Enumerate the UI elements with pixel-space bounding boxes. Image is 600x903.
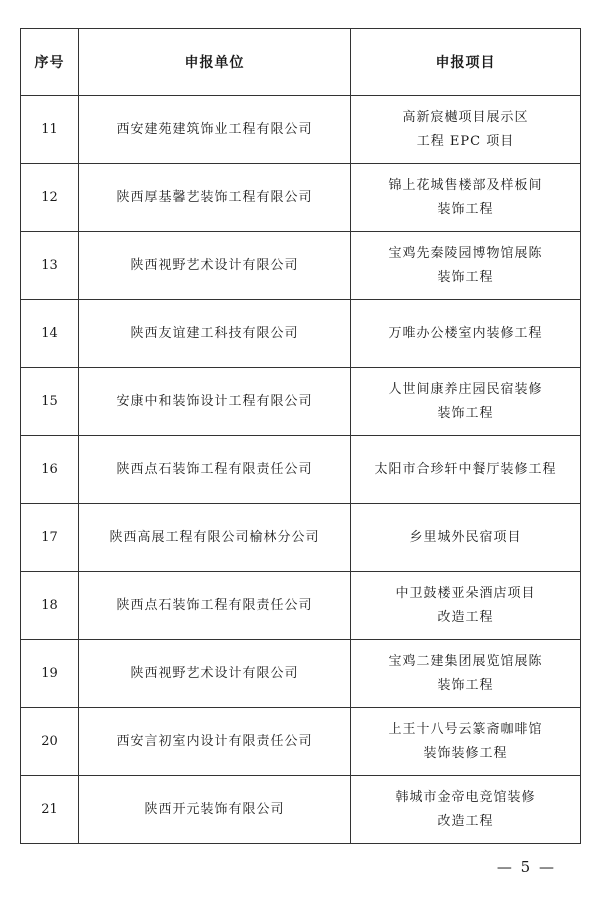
row-unit: 西安建苑建筑饰业工程有限公司 — [79, 96, 351, 164]
header-row — [21, 29, 581, 96]
table-row — [21, 300, 581, 368]
row-unit: 陕西厚基馨艺装饰工程有限公司 — [79, 164, 351, 232]
row-seq: 12 — [21, 164, 79, 232]
row-project — [351, 368, 581, 436]
row-project — [351, 504, 581, 572]
project-line: 装饰装修工程 — [423, 745, 508, 761]
project-line: 装饰工程 — [437, 405, 494, 421]
row-unit: 西安言初室内设计有限责任公司 — [79, 708, 351, 776]
row-project — [351, 232, 581, 300]
project-line: 中卫鼓楼亚朵酒店项目 — [395, 585, 536, 601]
table-row — [21, 572, 581, 640]
row-project — [351, 300, 581, 368]
project-line: 上王十八号云篆斋咖啡馆 — [388, 721, 543, 737]
header-project: 申报项目 — [351, 29, 581, 96]
row-unit: 陕西点石装饰工程有限责任公司 — [79, 572, 351, 640]
row-unit: 陕西开元装饰有限公司 — [79, 776, 351, 844]
table-row — [21, 368, 581, 436]
row-seq: 19 — [21, 640, 79, 708]
row-unit: 陕西视野艺术设计有限公司 — [79, 232, 351, 300]
header-unit: 申报单位 — [79, 29, 351, 96]
row-unit: 陕西点石装饰工程有限责任公司 — [79, 436, 351, 504]
table-row — [21, 708, 581, 776]
row-seq: 13 — [21, 232, 79, 300]
award-table — [20, 28, 581, 844]
project-line: 乡里城外民宿项目 — [409, 529, 522, 545]
table-row — [21, 232, 581, 300]
table-header — [21, 29, 581, 96]
project-line: 装饰工程 — [437, 269, 494, 285]
project-line: 太阳市合珍轩中餐厅装修工程 — [374, 461, 557, 477]
project-line: 改造工程 — [437, 609, 494, 625]
project-line: 锦上花城售楼部及样板间 — [388, 177, 543, 193]
row-project — [351, 436, 581, 504]
project-line: 高新宸樾项目展示区 — [402, 109, 529, 125]
table-row — [21, 436, 581, 504]
row-seq: 15 — [21, 368, 79, 436]
table-row — [21, 96, 581, 164]
table-row — [21, 504, 581, 572]
row-project — [351, 164, 581, 232]
row-project — [351, 640, 581, 708]
project-line: 装饰工程 — [437, 677, 494, 693]
row-seq: 18 — [21, 572, 79, 640]
row-project — [351, 776, 581, 844]
row-seq: 11 — [21, 96, 79, 164]
row-unit: 安康中和装饰设计工程有限公司 — [79, 368, 351, 436]
row-seq: 20 — [21, 708, 79, 776]
row-seq: 16 — [21, 436, 79, 504]
project-line: 宝鸡先秦陵园博物馆展陈 — [388, 245, 543, 261]
table-row — [21, 776, 581, 844]
project-line: 人世间康养庄园民宿装修 — [388, 381, 543, 397]
project-line: 万唯办公楼室内装修工程 — [388, 325, 543, 341]
row-project — [351, 96, 581, 164]
header-seq: 序号 — [21, 29, 79, 96]
table-row — [21, 640, 581, 708]
project-line: 改造工程 — [437, 813, 494, 829]
row-seq: 14 — [21, 300, 79, 368]
award-table-container — [20, 28, 580, 844]
page-number: — 5 — — [496, 858, 556, 876]
row-unit: 陕西高展工程有限公司榆林分公司 — [79, 504, 351, 572]
row-seq: 17 — [21, 504, 79, 572]
project-line: 装饰工程 — [437, 201, 494, 217]
row-unit: 陕西视野艺术设计有限公司 — [79, 640, 351, 708]
project-line: 宝鸡二建集团展览馆展陈 — [388, 653, 543, 669]
table-body — [21, 96, 581, 844]
project-line: 工程 EPC 项目 — [416, 133, 515, 149]
row-project — [351, 708, 581, 776]
project-line: 韩城市金帝电竞馆装修 — [395, 789, 536, 805]
table-row — [21, 164, 581, 232]
row-project — [351, 572, 581, 640]
row-seq: 21 — [21, 776, 79, 844]
row-unit: 陕西友谊建工科技有限公司 — [79, 300, 351, 368]
